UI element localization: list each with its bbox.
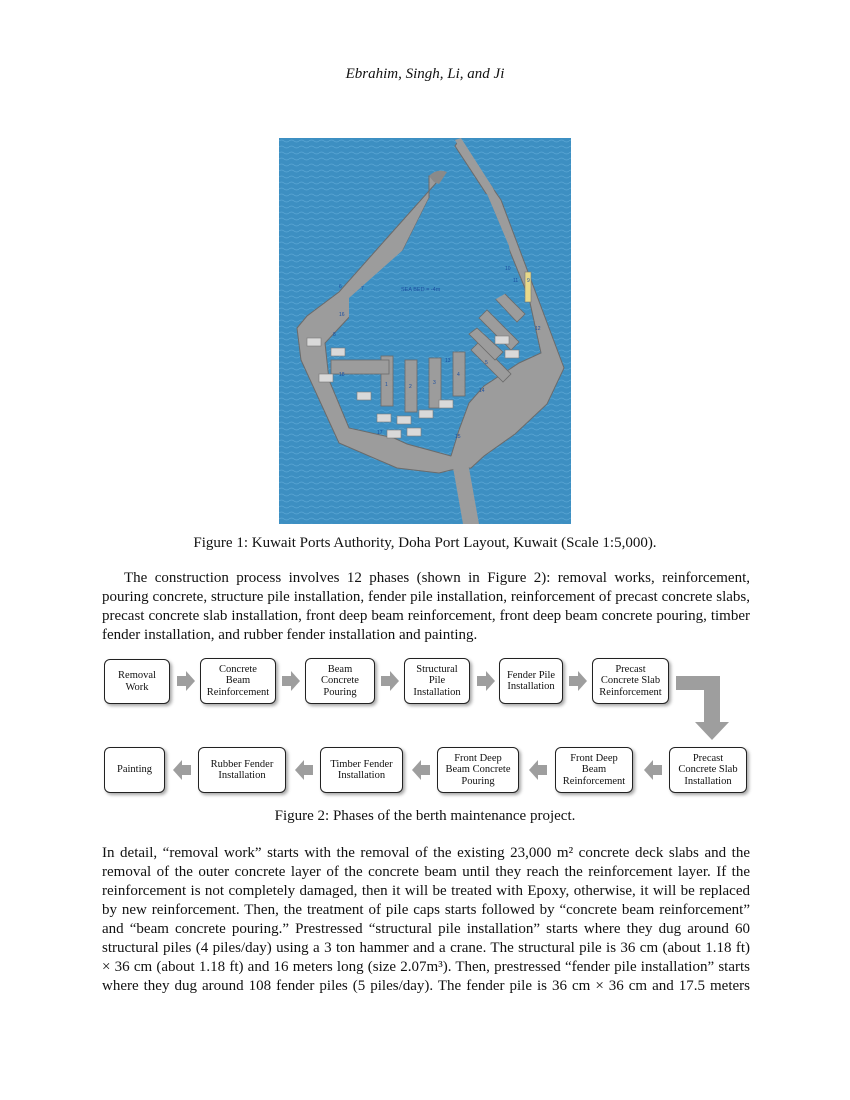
phase-box-concrete-beam-reinforcement: Concrete Beam Reinforcement (200, 658, 276, 704)
arrow-left-icon (529, 760, 547, 780)
intro-line: precast concrete slab installation, front deep beam reinforcement, front deep beam concrete pouring, timber (102, 608, 750, 624)
phase-box-fender-pile-installation: Fender Pile Installation (499, 658, 563, 704)
arrow-right-icon (282, 671, 300, 691)
berth-number: 1 (385, 382, 388, 388)
arrow-right-icon (177, 671, 195, 691)
berth-number: 13 (445, 358, 451, 364)
arrow-left-icon (295, 760, 313, 780)
berth-number: 2 (409, 384, 412, 390)
berth-number: 12 (535, 326, 541, 332)
intro-line: The construction process involves 12 phases (shown in Figure 2): removal works, reinforcement, (124, 570, 750, 586)
figure2-caption: Figure 2: Phases of the berth maintenance project. (274, 808, 576, 824)
berth-number: 14 (479, 388, 485, 394)
phase-box-beam-concrete-pouring: Beam Concrete Pouring (305, 658, 375, 704)
detail-line: by new reinforcement. Then, the treatment of pile caps starts followed by “concrete beam reinforcement” (102, 902, 750, 918)
phase-box-front-deep-beam-concrete-pouring: Front Deep Beam Concrete Pouring (437, 747, 519, 793)
berth-number: 10 (505, 266, 511, 272)
arrow-right-icon (477, 671, 495, 691)
arrow-right-icon (569, 671, 587, 691)
berth-number: 17 (377, 430, 383, 436)
detail-line: and “beam concrete pouring.” Prestressed “structural pile installation” starts where they dug around 60 (102, 921, 750, 937)
phase-box-precast-slab-installation: Precast Concrete Slab Installation (669, 747, 747, 793)
detail-line: × 36 cm (about 1.18 ft) and 16 meters long (size 2.07m³). Then, prestressed “fender pile installation” starts (102, 959, 750, 975)
detail-line: structural piles (4 piles/day) using a 3 ton hammer and a crane. The structural pile is 36 cm (about 1.18 ft) (102, 940, 750, 956)
berth-number: 8 (333, 332, 336, 338)
phase-box-painting: Painting (104, 747, 165, 793)
phase-box-front-deep-beam-reinforcement: Front Deep Beam Reinforcement (555, 747, 633, 793)
arrow-left-icon (412, 760, 430, 780)
arrow-right-icon (381, 671, 399, 691)
berth-number: 9 (527, 278, 530, 284)
detail-paragraph (102, 844, 750, 996)
berth-number: 6 (339, 284, 342, 290)
figure1-caption: Figure 1: Kuwait Ports Authority, Doha Port Layout, Kuwait (Scale 1:5,000). (193, 535, 657, 551)
berth-number: 7 (361, 286, 364, 292)
intro-line: pouring concrete, structure pile installation, fender pile installation, reinforcement of precast concrete slabs, (102, 589, 750, 605)
arrow-left-icon (644, 760, 662, 780)
detail-line: In detail, “removal work” starts with the removal of the existing 23,000 m² concrete deck slabs and the (102, 845, 750, 861)
intro-line: fender installation, and rubber fender installation and painting. (102, 627, 478, 643)
phase-box-structural-pile-installation: Structural Pile Installation (404, 658, 470, 704)
berth-number: 18 (339, 372, 345, 378)
berth-number: 15 (455, 434, 461, 440)
sea-bed-label: SEA BED = -4m (401, 287, 441, 293)
berth-number: 3 (433, 380, 436, 386)
berth-number: 11 (513, 278, 519, 284)
berth-number: 16 (339, 312, 345, 318)
arrow-left-icon (173, 760, 191, 780)
detail-line: where they dug around 108 fender piles (5 piles/day). The fender pile is 36 cm × 36 cm and 17.5 meters (102, 978, 750, 994)
detail-line: reinforcement is not completely damaged, then it will be treated with Epoxy, otherwise, it will be replaced (102, 883, 750, 899)
phase-box-removal-work: Removal Work (104, 659, 170, 704)
detail-line: removal of the outer concrete layer of the concrete beam until they reach the reinforcement layer. If the (102, 864, 750, 880)
running-header: Ebrahim, Singh, Li, and Ji (345, 66, 505, 82)
phase-box-rubber-fender-installation: Rubber Fender Installation (198, 747, 286, 793)
phase-box-timber-fender-installation: Timber Fender Installation (320, 747, 403, 793)
phase-box-precast-slab-reinforcement: Precast Concrete Slab Reinforcement (592, 658, 669, 704)
elbow-arrow-icon (676, 676, 729, 740)
berth-number: 4 (457, 372, 460, 378)
berth-number: 5 (485, 360, 488, 366)
